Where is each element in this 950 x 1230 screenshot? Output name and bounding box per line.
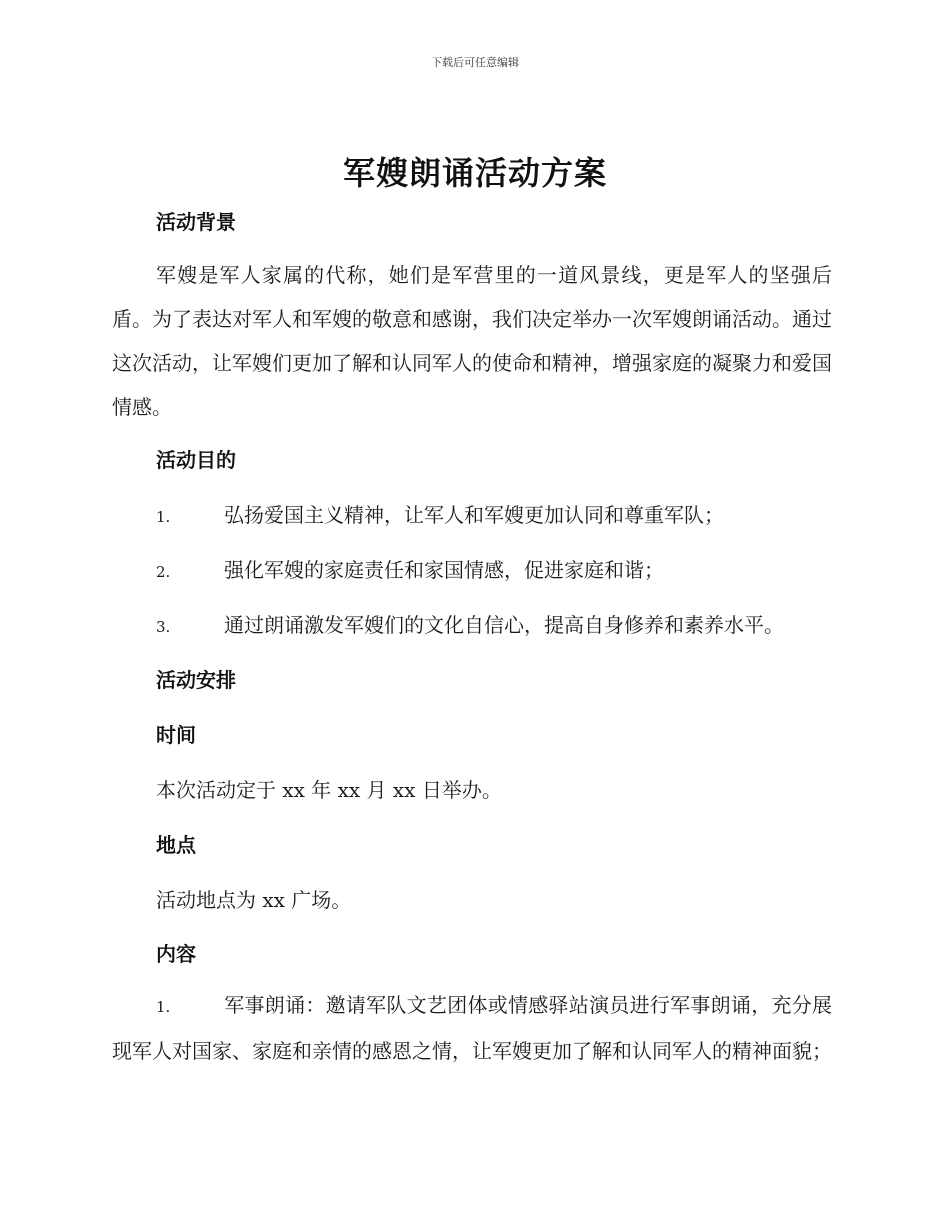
header-note: 下载后可任意编辑 xyxy=(431,56,519,69)
purpose-list-item xyxy=(156,554,664,583)
list-number: 2. xyxy=(156,563,171,581)
list-text: 通过朗诵激发军嫂们的文化自信心，提高自身修养和素养水平。 xyxy=(224,613,784,637)
list-text: 弘扬爱国主义精神，让军人和军嫂更加认同和尊重军队； xyxy=(224,503,724,527)
content-list-item xyxy=(112,983,832,1073)
list-number: 1. xyxy=(156,508,171,526)
section-heading-arrangement: 活动安排 xyxy=(156,668,236,692)
document-title: 军嫂朗诵活动方案 xyxy=(342,154,607,192)
place-text: 活动地点为 xx 广场。 xyxy=(156,888,352,912)
subheading-content: 内容 xyxy=(156,942,196,966)
subheading-place: 地点 xyxy=(156,833,196,857)
list-number: 3. xyxy=(156,618,171,636)
list-number: 1. xyxy=(156,998,171,1016)
list-text: 军事朗诵：邀请军队文艺团体或情感驿站演员进行军事朗诵，充分展现军人对国家、家庭和亲情的感恩之情，让军嫂更加了解和认同军人的精神面貌； xyxy=(112,993,832,1063)
purpose-list-item xyxy=(156,609,784,638)
list-text: 强化军嫂的家庭责任和家国情感，促进家庭和谐； xyxy=(224,558,664,582)
background-paragraph: 军嫂是军人家属的代称，她们是军营里的一道风景线，更是军人的坚强后盾。为了表达对军人和军嫂的敬意和感谢，我们决定举办一次军嫂朗诵活动。通过这次活动，让军嫂们更加了解和认同军人的使命和精神，增强家庭的凝聚力和爱国情感。 xyxy=(112,263,832,419)
subheading-time: 时间 xyxy=(156,723,196,747)
section-heading-background: 活动背景 xyxy=(156,210,236,234)
time-text: 本次活动定于 xx 年 xx 月 xx 日举办。 xyxy=(156,778,502,802)
section-heading-purpose: 活动目的 xyxy=(156,448,236,472)
purpose-list-item xyxy=(156,499,724,528)
